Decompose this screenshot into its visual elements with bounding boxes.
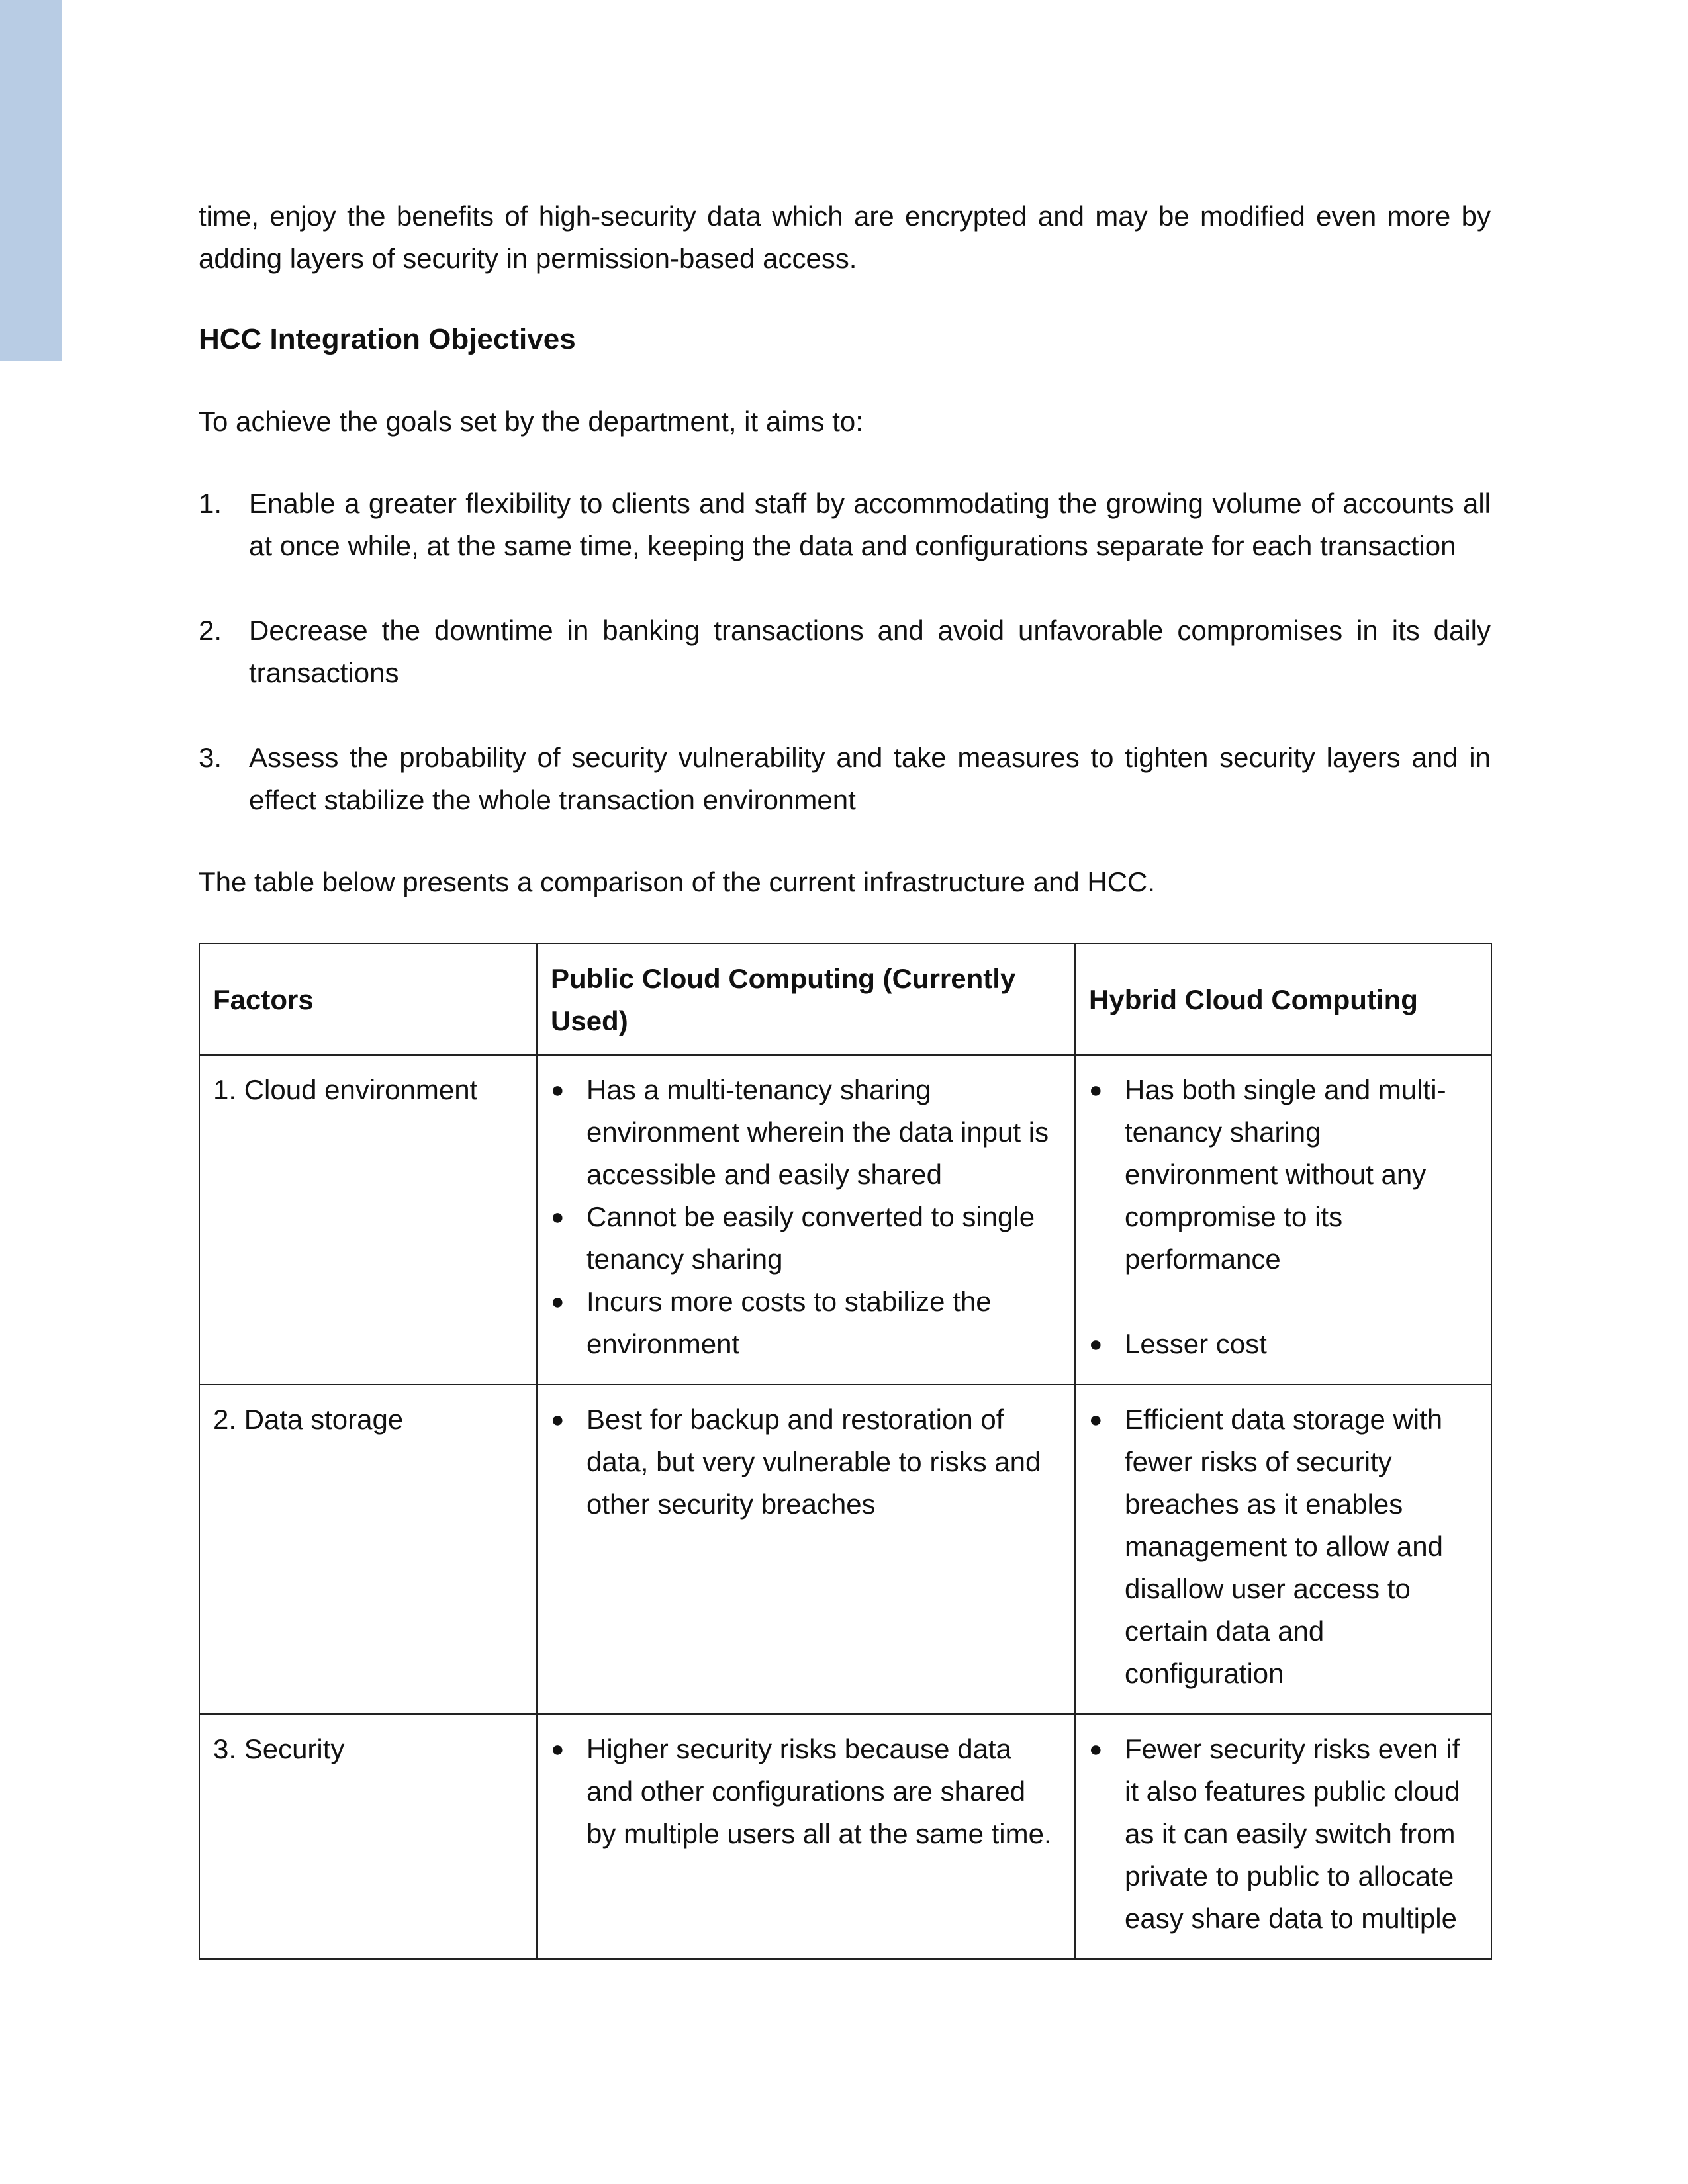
bullet-item: ● Lesser cost xyxy=(1089,1323,1477,1365)
objective-number: 1. xyxy=(199,488,222,519)
bullet-item: ● Cannot be easily converted to single tenancy sharing xyxy=(551,1196,1061,1281)
lead-in-text: To achieve the goals set by the department, it aims to: xyxy=(199,406,863,437)
side-accent-bar xyxy=(0,0,62,361)
bullet-item: ● Higher security risks because data and other configurations are shared by multiple users all at the same time. xyxy=(551,1728,1061,1855)
objective-item xyxy=(199,610,1491,694)
bullet-item: ● Incurs more costs to stabilize the environment xyxy=(551,1281,1061,1365)
factor-cell: 1. Cloud environment xyxy=(199,1055,537,1385)
bullet-list xyxy=(1089,1069,1477,1365)
bullet-list xyxy=(551,1069,1061,1365)
bullet-item: ● Has both single and multi-tenancy sharing environment without any compromise to its performance xyxy=(1089,1069,1477,1281)
bullet-item: ● Best for backup and restoration of data, but very vulnerable to risks and other security breaches xyxy=(551,1398,1061,1525)
section-heading: HCC Integration Objectives xyxy=(199,323,576,355)
bullet-list xyxy=(1089,1728,1477,1940)
objective-text: Assess the probability of security vulnerability and take measures to tighten security layers and in effect stabilize the whole transaction environment xyxy=(249,742,1491,815)
public-cloud-cell xyxy=(537,1714,1075,1959)
bullet-item: ● Has a multi-tenancy sharing environment wherein the data input is accessible and easily shared xyxy=(551,1069,1061,1196)
bullet-item: ● Fewer security risks even if it also features public cloud as it can easily switch from private to public to allocate easy share data to multiple xyxy=(1089,1728,1477,1940)
objective-item xyxy=(199,737,1491,821)
bullet-item: ● Efficient data storage with fewer risks of security breaches as it enables management to allow and disallow user access to certain data and configuration xyxy=(1089,1398,1477,1695)
factor-cell: 3. Security xyxy=(199,1714,537,1959)
objective-number: 3. xyxy=(199,742,222,773)
bullet-list xyxy=(551,1398,1061,1525)
document-body xyxy=(199,195,1491,1960)
intro-paragraph: time, enjoy the benefits of high-security data which are encrypted and may be modified even more by adding layers of security in permission-based access. xyxy=(199,201,1491,274)
header-public-cloud: Public Cloud Computing (Currently Used) xyxy=(537,944,1075,1055)
bullet-list xyxy=(551,1728,1061,1855)
header-factors: Factors xyxy=(199,944,537,1055)
table-row xyxy=(199,1385,1491,1714)
table-header-row xyxy=(199,944,1491,1055)
objective-number: 2. xyxy=(199,615,222,646)
hybrid-cloud-cell xyxy=(1075,1714,1491,1959)
objectives-list xyxy=(199,482,1491,821)
table-row xyxy=(199,1714,1491,1959)
objective-item xyxy=(199,482,1491,567)
public-cloud-cell xyxy=(537,1385,1075,1714)
bullet-list xyxy=(1089,1398,1477,1695)
objective-text: Decrease the downtime in banking transactions and avoid unfavorable compromises in its daily transactions xyxy=(249,615,1491,688)
hybrid-cloud-cell xyxy=(1075,1385,1491,1714)
objective-text: Enable a greater flexibility to clients and staff by accommodating the growing volume of accounts all at once while, at the same time, keeping the data and configurations separate for each transaction xyxy=(249,488,1491,561)
table-row xyxy=(199,1055,1491,1385)
table-intro-text: The table below presents a comparison of the current infrastructure and HCC. xyxy=(199,866,1156,897)
public-cloud-cell xyxy=(537,1055,1075,1385)
hybrid-cloud-cell xyxy=(1075,1055,1491,1385)
comparison-table xyxy=(199,943,1492,1960)
header-hybrid-cloud: Hybrid Cloud Computing xyxy=(1075,944,1491,1055)
factor-cell: 2. Data storage xyxy=(199,1385,537,1714)
